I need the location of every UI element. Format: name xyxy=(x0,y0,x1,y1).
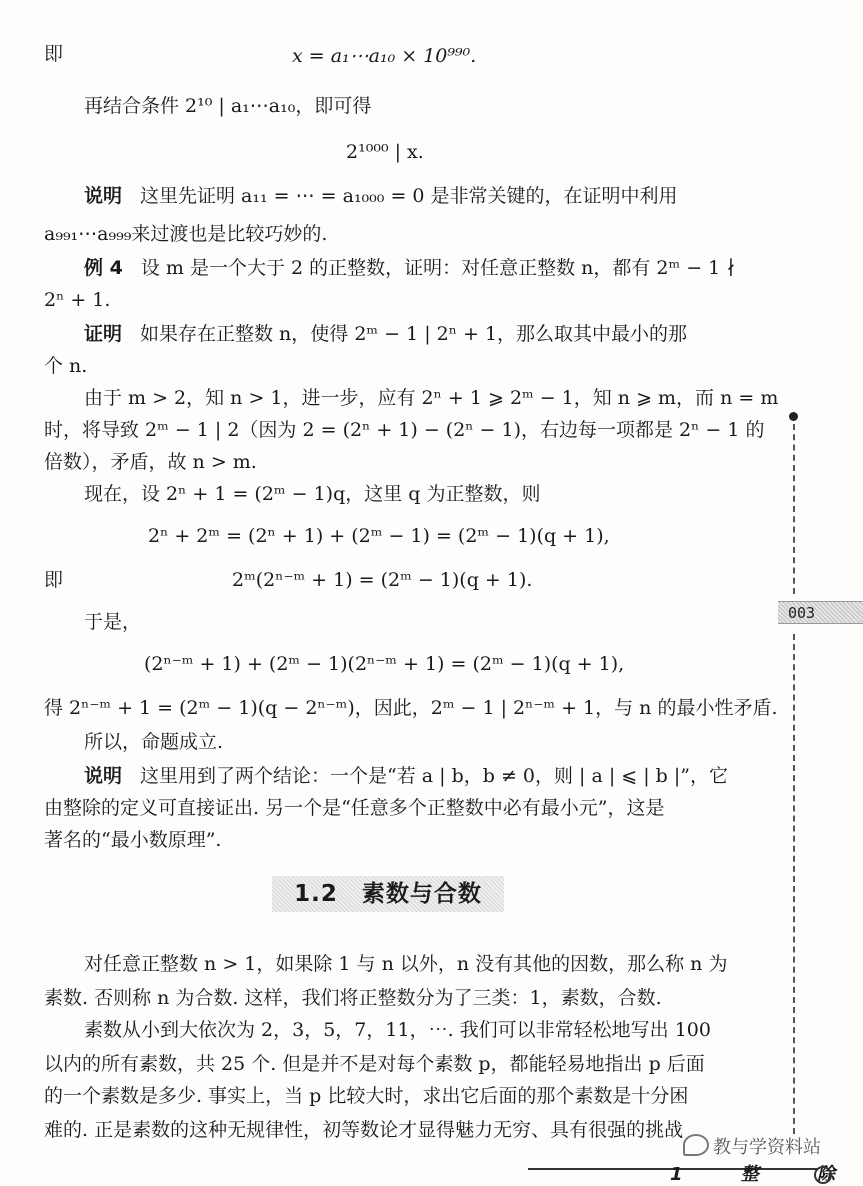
line-01-prefix: 即 xyxy=(44,43,64,65)
equation-03: 2¹⁰⁰⁰ | x. xyxy=(346,141,424,163)
chat-bubble-icon xyxy=(683,1134,709,1156)
margin-dash-upper xyxy=(793,424,795,594)
line-01 xyxy=(44,42,63,66)
equation-15: 2ᵐ(2ⁿ⁻ᵐ + 1) = (2ᵐ − 1)(q + 1). xyxy=(232,569,533,591)
line-19: 所以，命题成立. xyxy=(84,731,224,753)
line-23: 对任意正整数 n > 1，如果除 1 与 n 以外，n 没有其他的因数，那么称 n 为 xyxy=(84,953,728,975)
footer-chapter: 1 整 除 xyxy=(670,1164,862,1185)
section-heading: 1.2 素数与合数 xyxy=(272,876,504,912)
note-1-text: 这里先证明 a₁₁ = ⋯ = a₁₀₀₀ = 0 是非常关键的，在证明中利用 xyxy=(140,185,678,207)
note-2-label: 说明 xyxy=(84,765,123,787)
note-2-text: 这里用到了两个结论：一个是“若 a | b，b ≠ 0，则 | a | ⩽ | b |”，它 xyxy=(140,765,728,787)
equation-01: x = a₁⋯a₁₀ × 10⁹⁹⁰. xyxy=(292,45,477,67)
proof-text: 如果存在正整数 n，使得 2ᵐ − 1 | 2ⁿ + 1，那么取其中最小的那 xyxy=(140,323,688,345)
equation-17: (2ⁿ⁻ᵐ + 1) + (2ᵐ − 1)(2ⁿ⁻ᵐ + 1) = (2ᵐ − 1)(q + 1), xyxy=(144,653,625,675)
line-02: 再结合条件 2¹⁰ | a₁⋯a₁₀，即可得 xyxy=(84,95,372,117)
line-21: 由整除的定义可直接证出. 另一个是“任意多个正整数中必有最小元”，这是 xyxy=(44,797,665,819)
margin-dot xyxy=(789,412,798,421)
line-10: 由于 m > 2，知 n > 1，进一步，应有 2ⁿ + 1 ⩾ 2ᵐ − 1，知 n ⩾ m，而 n = m xyxy=(84,387,779,409)
line-22: 著名的“最小数原理”. xyxy=(44,829,222,851)
line-15-prefix: 即 xyxy=(44,569,64,591)
line-18: 得 2ⁿ⁻ᵐ + 1 = (2ᵐ − 1)(q − 2ⁿ⁻ᵐ)，因此，2ᵐ − 1 | 2ⁿ⁻ᵐ + 1，与 n 的最小性矛盾. xyxy=(44,697,778,719)
line-28: 难的. 正是素数的这种无规律性，初等数论才显得魅力无穷、具有很强的挑战 xyxy=(44,1119,684,1141)
line-25: 素数从小到大依次为 2，3，5，7，11，⋯. 我们可以非常轻松地写出 100 xyxy=(84,1019,711,1041)
proof-label: 证明 xyxy=(84,323,123,345)
line-11: 时，将导致 2ᵐ − 1 | 2（因为 2 = (2ⁿ + 1) − (2ⁿ − 1)，右边每一项都是 2ⁿ − 1 的 xyxy=(44,419,765,441)
line-26: 以内的所有素数，共 25 个. 但是并不是对每个素数 p，都能轻易地指出 p 后面 xyxy=(44,1053,705,1075)
margin-dash-lower xyxy=(793,634,795,1134)
line-05: a₉₉₁⋯a₉₉₉来过渡也是比较巧妙的. xyxy=(44,223,328,245)
equation-14: 2ⁿ + 2ᵐ = (2ⁿ + 1) + (2ᵐ − 1) = (2ᵐ − 1)(q + 1), xyxy=(148,525,610,547)
line-13: 现在，设 2ⁿ + 1 = (2ᵐ − 1)q，这里 q 为正整数，则 xyxy=(84,483,541,505)
example-label: 例 4 xyxy=(84,257,123,279)
line-09: 个 n. xyxy=(44,355,88,377)
proof xyxy=(84,322,687,346)
watermark-text: 教与学资料站 xyxy=(713,1137,821,1158)
note-1 xyxy=(84,184,678,208)
line-07: 2ⁿ + 1. xyxy=(44,289,111,311)
page-number-tab: 003 xyxy=(778,601,863,624)
line-27: 的一个素数是多少. 事实上，当 p 比较大时，求出它后面的那个素数是十分困 xyxy=(44,1085,689,1107)
note-2 xyxy=(84,764,728,788)
watermark xyxy=(683,1133,821,1159)
line-12: 倍数），矛盾，故 n > m. xyxy=(44,451,257,473)
note-label: 说明 xyxy=(84,185,123,207)
line-16: 于是， xyxy=(84,611,142,633)
line-24: 素数. 否则称 n 为合数. 这样，我们将正整数分为了三类：1，素数，合数. xyxy=(44,987,662,1009)
example-4 xyxy=(84,256,735,280)
footer-circle-icon xyxy=(814,1166,832,1184)
example-4-text: 设 m 是一个大于 2 的正整数，证明：对任意正整数 n，都有 2ᵐ − 1 ∤ xyxy=(140,257,736,279)
